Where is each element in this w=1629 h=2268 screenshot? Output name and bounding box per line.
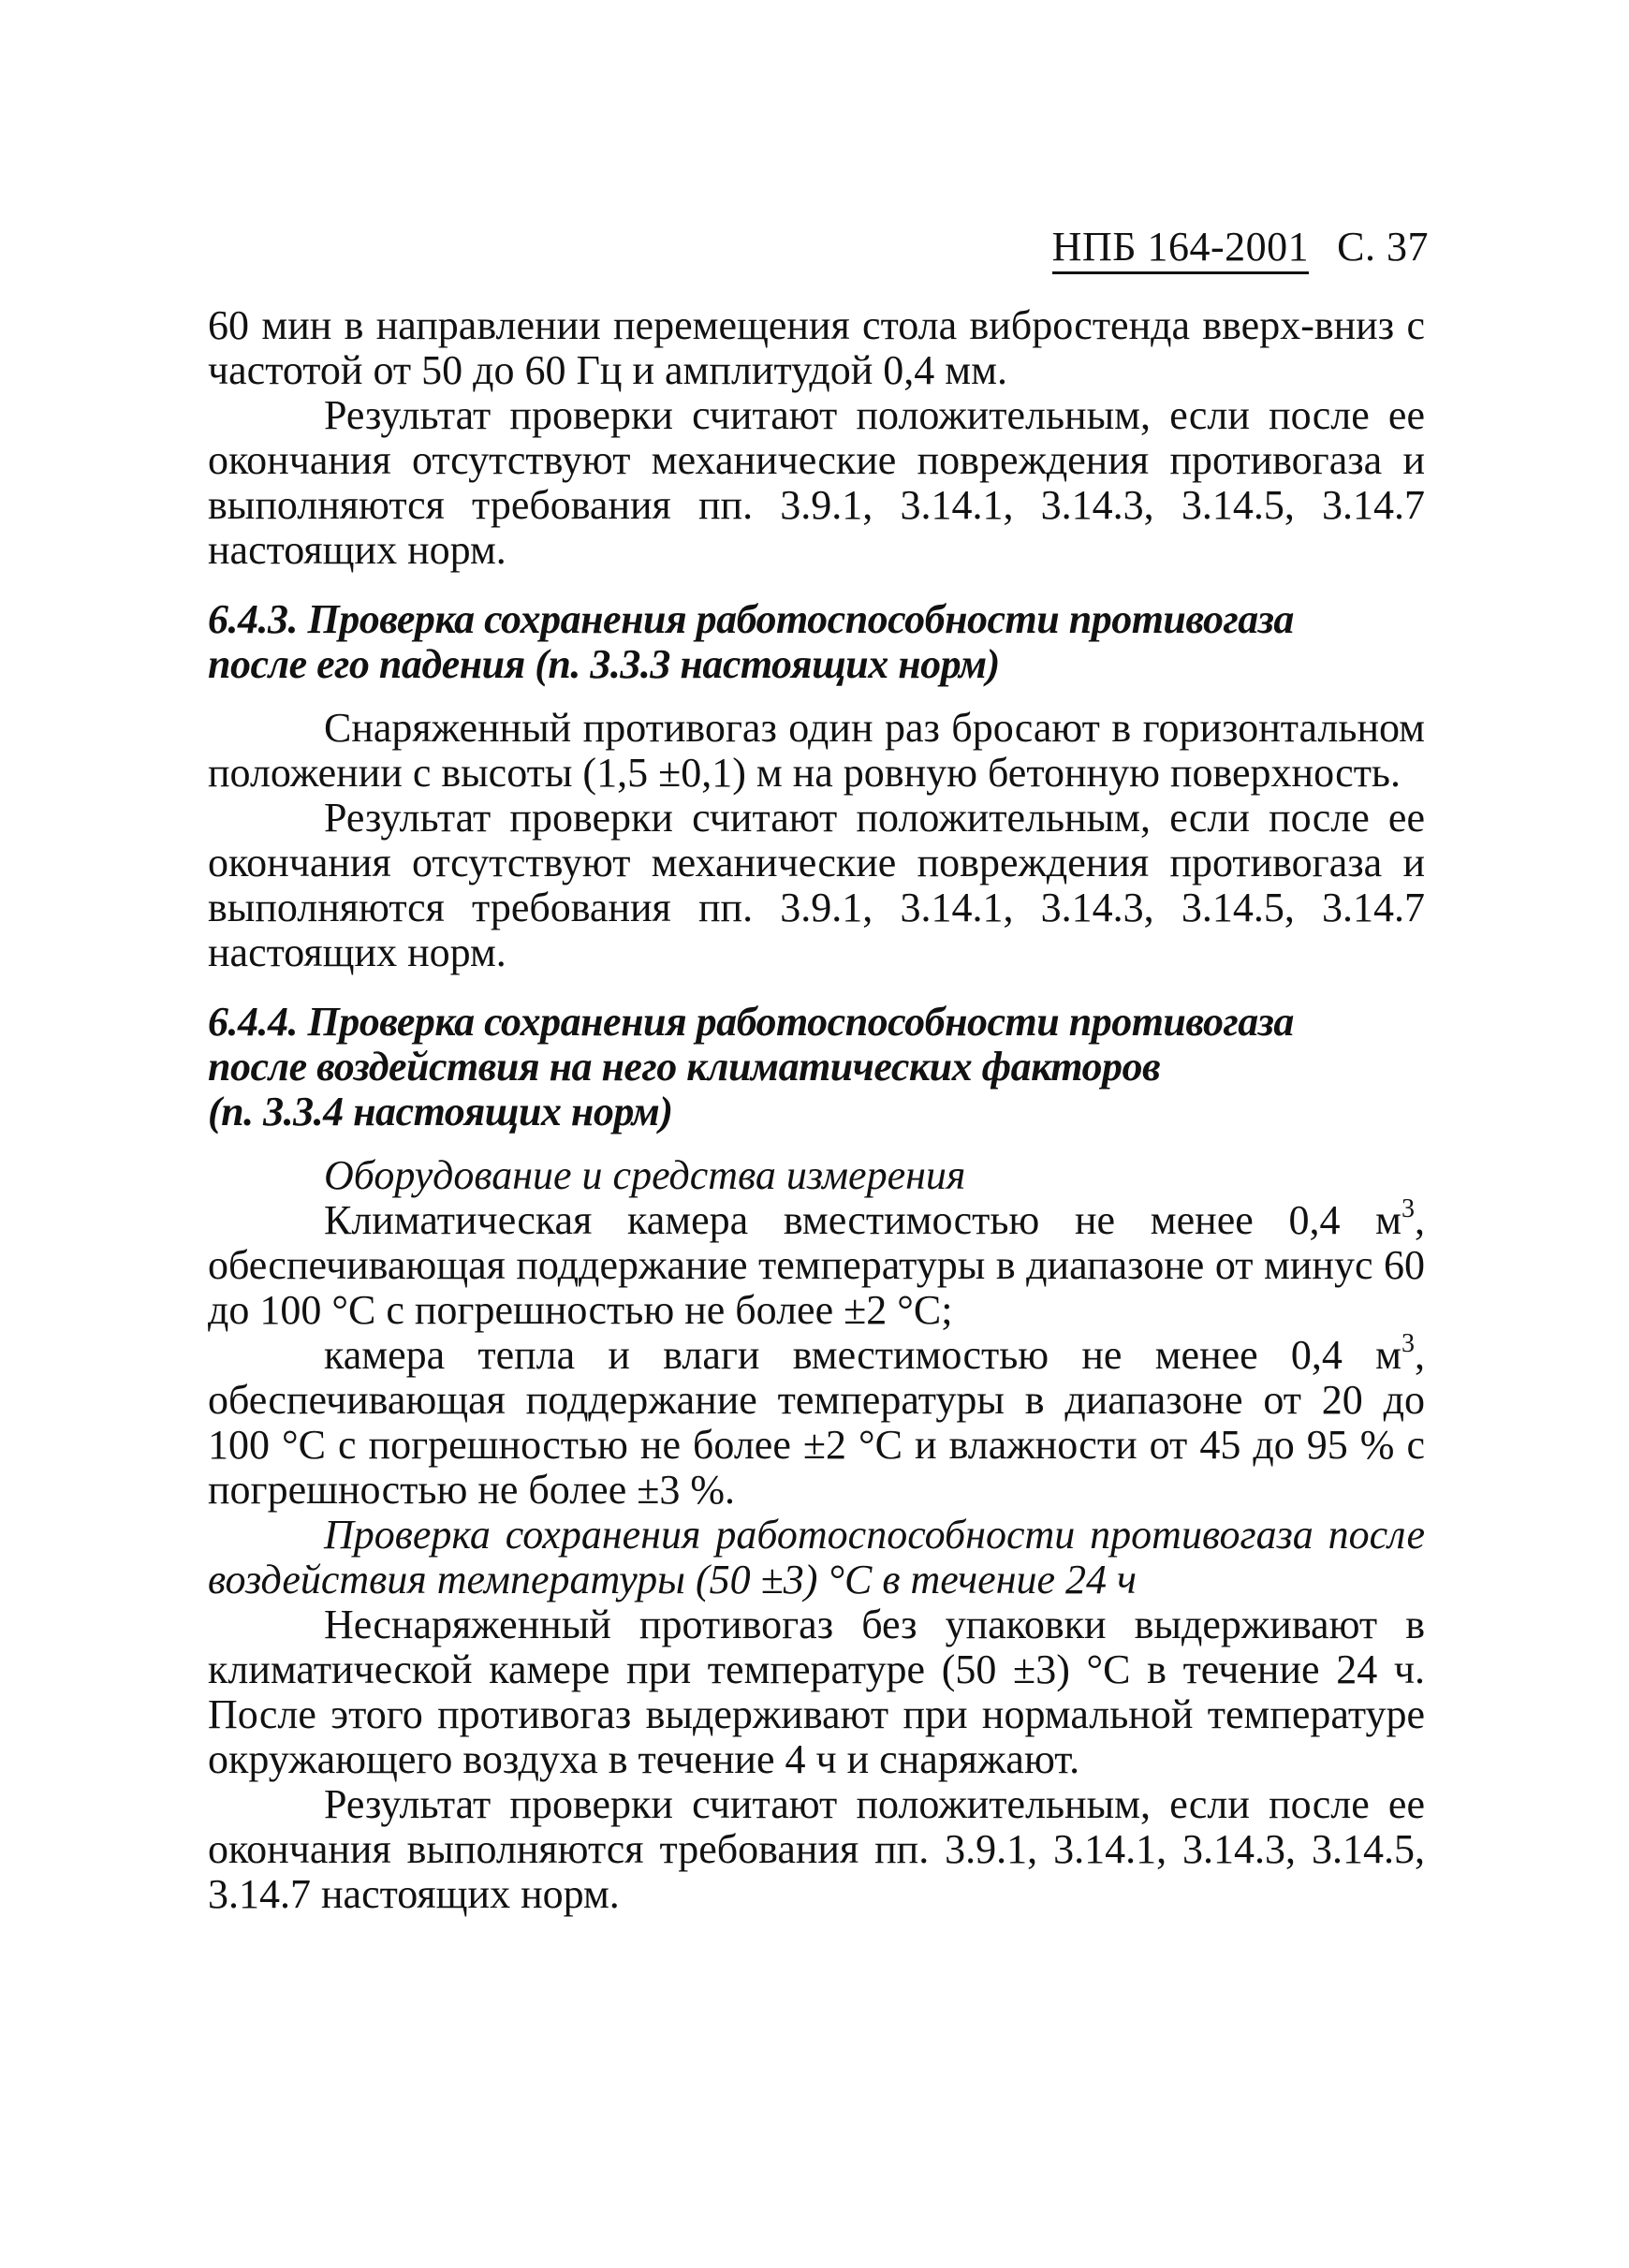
paragraph: Результат проверки считают положительным, если после ее окончания отсутствуют механические повреждения противогаза и выполняются требования пп. 3.9.1, 3.14.1, 3.14.3, 3.14.5, 3.14.7 настоящих норм.: [208, 392, 1425, 573]
paragraph: [208, 1329, 1425, 1513]
heading-line: после воздействия на него климатических факторов: [208, 1044, 1161, 1090]
document-code: НПБ 164-2001: [1052, 224, 1309, 274]
document-body: [208, 303, 1425, 1917]
paragraph: Неснаряженный противогаз без упаковки выдерживают в климатической камере при температуре (50 ±3) °С в течение 24 ч. После этого противогаз выдерживают при нормальной температуре окружающего воздуха в течение 4 ч и снаряжают.: [208, 1602, 1425, 1782]
section-heading-6-4-3: [208, 597, 1425, 687]
paragraph: Результат проверки считают положительным, если после ее окончания выполняются требования пп. 3.9.1, 3.14.1, 3.14.3, 3.14.5, 3.14.7 настоящих норм.: [208, 1781, 1425, 1917]
section-heading-6-4-4: [208, 1000, 1425, 1134]
heading-line: (п. 3.3.4 настоящих норм): [208, 1089, 673, 1134]
paragraph: 60 мин в направлении перемещения стола вибростенда вверх-вниз с частотой от 50 до 60 Гц и амплитудой 0,4 мм.: [208, 302, 1425, 393]
paragraph-text: камера тепла и влаги вместимостью не менее 0,4 м: [324, 1332, 1402, 1378]
heading-line: 6.4.4. Проверка сохранения работоспособности противогаза: [208, 999, 1294, 1045]
superscript: 3: [1402, 1194, 1415, 1223]
page-number: С. 37: [1337, 224, 1429, 270]
paragraph-text: , обеспечивающая поддержание температуры в диапазоне от минус 60 до 100 °С с погрешностью не более ±2 °С;: [208, 1197, 1425, 1333]
paragraph: Снаряженный противогаз один раз бросают в горизонтальном положении с высоты (1,5 ±0,1) м на ровную бетонную поверхность.: [208, 705, 1425, 796]
paragraph-text: , обеспечивающая поддержание температуры в диапазоне от 20 до 100 °С с погрешностью не более ±2 °С и влажности от 45 до 95 % с погрешностью не более ±3 %.: [208, 1332, 1425, 1513]
paragraph-text: Климатическая камера вместимостью не менее 0,4 м: [324, 1197, 1402, 1243]
subheading-equipment: Оборудование и средства измерения: [324, 1152, 966, 1198]
paragraph: [208, 1194, 1425, 1333]
page-header: [1052, 223, 1429, 271]
heading-line: после его падения (п. 3.3.3 настоящих норм): [208, 641, 1000, 687]
heading-line: 6.4.3. Проверка сохранения работоспособности противогаза: [208, 596, 1294, 642]
superscript: 3: [1402, 1329, 1415, 1358]
paragraph: Результат проверки считают положительным, если после ее окончания отсутствуют механические повреждения противогаза и выполняются требования пп. 3.9.1, 3.14.1, 3.14.3, 3.14.5, 3.14.7 настоящих норм.: [208, 795, 1425, 975]
subheading-temperature-test: Проверка сохранения работоспособности противогаза после воздействия температуры (50 ±3) °С в течение 24 ч: [208, 1512, 1425, 1602]
